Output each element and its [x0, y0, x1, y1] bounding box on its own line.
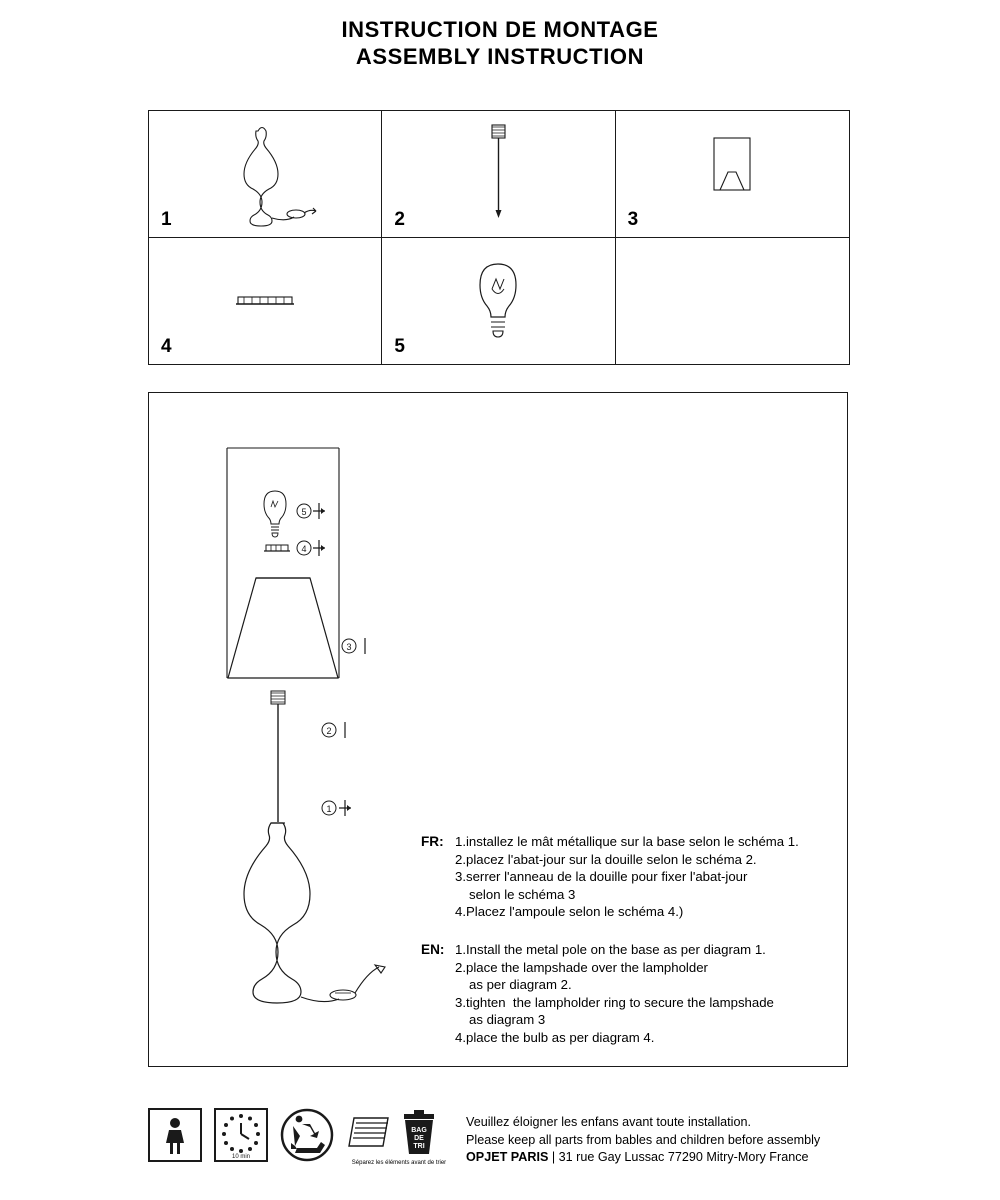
instruction-line: 3.serrer l'anneau de la douille pour fixer l'abat-jour	[455, 869, 748, 885]
instruction-lang-en: EN:	[421, 941, 445, 957]
instructions-fr	[421, 833, 831, 921]
part-number-1: 1	[161, 208, 172, 230]
part-cell-empty	[616, 238, 849, 365]
footer-text	[466, 1114, 886, 1167]
part-cell-5	[382, 238, 615, 365]
svg-text:5: 5	[301, 507, 307, 517]
part-cell-1	[149, 111, 382, 238]
svg-text:1: 1	[326, 804, 332, 814]
light-bulb-icon	[382, 238, 614, 365]
part-number-2: 2	[394, 208, 405, 230]
adult-required-icon	[148, 1108, 202, 1162]
metal-pole-icon	[382, 111, 614, 237]
svg-text:DE: DE	[414, 1135, 424, 1142]
lamp-base-with-cord-icon	[149, 111, 381, 237]
instruction-line: 2.placez l'abat-jour sur la douille selon le schéma 2.	[455, 851, 757, 867]
part-cell-2	[382, 111, 615, 238]
sort-packaging-icon	[346, 1108, 466, 1168]
instruction-line: 1.Install the metal pole on the base as per diagram 1.	[455, 941, 766, 957]
instruction-line: 1.installez le mât métallique sur la base selon le schéma 1.	[455, 834, 799, 849]
recycle-icon	[280, 1108, 334, 1162]
instruction-line: 4.Placez l'ampoule selon le schéma 4.)	[455, 904, 684, 920]
part-number-4: 4	[161, 336, 172, 357]
lampshade-icon	[149, 238, 381, 365]
instructions-text	[421, 833, 831, 1067]
part-cell-3	[616, 111, 849, 238]
instruction-line: as diagram 3	[469, 1012, 546, 1028]
instruction-line: 2.place the lampshade over the lampholder	[455, 959, 708, 975]
sort-packaging-caption: Séparez les éléments avant de trier	[351, 1160, 447, 1166]
footer-line-en: Please keep all parts from bables and children before assembly	[466, 1132, 821, 1147]
instructions-en	[421, 941, 831, 1047]
svg-text:4: 4	[301, 544, 307, 554]
instruction-line: 4.place the bulb as per diagram 4.	[455, 1029, 655, 1045]
svg-text:BAG: BAG	[411, 1127, 427, 1134]
brand-name: OPJET PARIS	[466, 1150, 549, 1164]
lampholder-ring-icon	[616, 111, 849, 237]
svg-text:TRI: TRI	[413, 1143, 425, 1150]
assembly-time-icon	[214, 1108, 268, 1162]
footer	[148, 1108, 868, 1180]
title-line-fr: INSTRUCTION DE MONTAGE	[341, 17, 659, 42]
title-line-en: ASSEMBLY INSTRUCTION	[355, 44, 645, 69]
brand-address: | 31 rue Gay Lussac 77290 Mitry-Mory France	[551, 1150, 809, 1164]
assembly-diagram-box	[148, 392, 848, 1067]
instruction-line: 3.tighten the lampholder ring to secure the lampshade	[455, 994, 774, 1010]
part-cell-4	[149, 238, 382, 365]
svg-text:3: 3	[346, 642, 352, 652]
svg-text:2: 2	[326, 726, 332, 736]
instruction-lang-fr: FR:	[421, 834, 444, 849]
page-title	[0, 16, 1000, 70]
instruction-line: selon le schéma 3	[469, 886, 576, 902]
part-number-3: 3	[627, 208, 639, 230]
footer-line-fr: Veuillez éloigner les enfans avant toute installation.	[466, 1115, 751, 1129]
assembly-time-label: 10 min	[231, 1154, 251, 1158]
part-number-5: 5	[394, 336, 405, 357]
parts-grid	[148, 110, 850, 365]
instruction-line: as per diagram 2.	[469, 977, 572, 993]
